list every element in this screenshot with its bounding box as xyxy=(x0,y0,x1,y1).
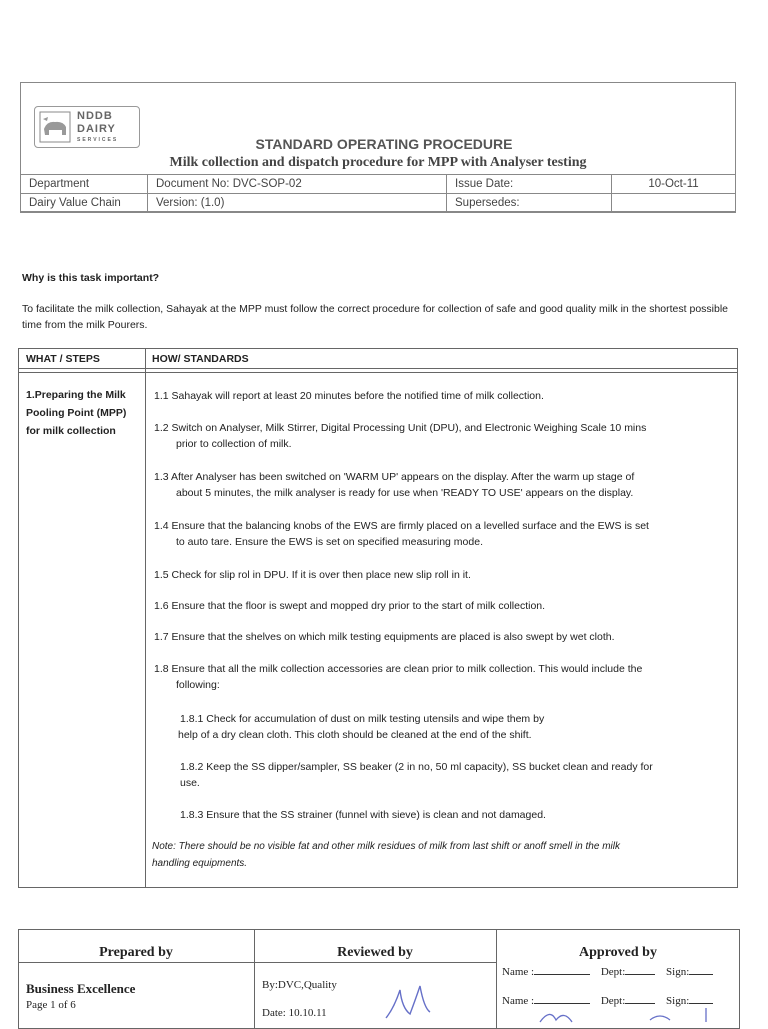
prepared-by-heading: Prepared by xyxy=(99,945,173,960)
document-no: Document No: DVC-SOP-02 xyxy=(148,175,447,194)
step-item-1-5 xyxy=(154,567,732,583)
approval-divider xyxy=(496,929,497,1029)
sub-item-1-8-2 xyxy=(180,759,732,791)
step-item-text: Sahayak will report at least 20 minutes before the notified time of milk collection. xyxy=(171,390,544,402)
supersedes-value xyxy=(612,194,736,213)
steps-note xyxy=(152,838,732,872)
step-item-num: 1.8 xyxy=(154,663,169,675)
sop-subtitle: Milk collection and dispatch procedure for MPP with Analyser testing xyxy=(169,155,587,170)
sub-item-text: 1.8.2 Keep the SS dipper/sampler, SS beaker (2 in no, 50 ml capacity), SS bucket clean and ready for xyxy=(180,761,653,773)
approved-by-heading: Approved by xyxy=(579,945,657,960)
step-item-text-cont: to auto tare. Ensure the EWS is set on specified measuring mode. xyxy=(176,536,483,548)
reviewer-signature-icon xyxy=(380,978,440,1024)
step-item-text-cont: about 5 minutes, the milk analyser is ready for use when 'READY TO USE' appears on the display. xyxy=(176,487,634,499)
approver-sign-label: Sign: xyxy=(666,995,690,1007)
approver-dept-label: Dept: xyxy=(600,966,626,978)
step-item-num: 1.5 xyxy=(154,569,169,581)
approver-name-line xyxy=(534,993,590,1004)
step-item-num: 1.3 xyxy=(154,471,169,483)
note-text-cont: handling equipments. xyxy=(152,858,248,869)
step-item-1-4 xyxy=(154,518,734,550)
sub-item-text-cont: help of a dry clean cloth. This cloth should be cleaned at the end of the shift. xyxy=(178,729,532,741)
approver-dept-label: Dept: xyxy=(600,995,626,1007)
approver-row-2 xyxy=(502,993,713,1007)
document-meta-table xyxy=(20,174,736,213)
sub-item-text: 1.8.3 Ensure that the SS strainer (funnel with sieve) is clean and not damaged. xyxy=(180,809,546,821)
reviewed-by-heading: Reviewed by xyxy=(337,945,413,960)
step-item-1-7 xyxy=(154,629,732,645)
approver-dept-line xyxy=(625,964,655,975)
column-header-what: WHAT / STEPS xyxy=(26,353,100,365)
why-heading: Why is this task important? xyxy=(22,272,160,284)
issue-date-label: Issue Date: xyxy=(447,175,612,194)
issue-date-value: 10-Oct-11 xyxy=(612,175,736,194)
approver-name-label: Name : xyxy=(502,966,535,978)
step-item-num: 1.2 xyxy=(154,422,169,434)
sop-title: STANDARD OPERATING PROCEDURE xyxy=(255,136,513,152)
approval-header-divider xyxy=(18,962,496,963)
prepared-by-value: Business Excellence xyxy=(26,981,136,996)
logo-text-services: SERVICES xyxy=(77,137,119,143)
approver-sign-label: Sign: xyxy=(666,966,690,978)
step-1-title: 1.Preparing the Milk Pooling Point (MPP) for milk collection xyxy=(26,389,127,437)
step-item-text: Ensure that the floor is swept and mopped dry prior to the start of milk collection. xyxy=(171,600,546,612)
column-header-how: HOW/ STANDARDS xyxy=(152,353,249,365)
supersedes-label: Supersedes: xyxy=(447,194,612,213)
approval-divider xyxy=(254,929,255,1029)
steps-header-divider xyxy=(18,368,738,369)
sub-item-1-8-3 xyxy=(180,807,732,823)
approver-row-1 xyxy=(502,964,713,978)
steps-header-divider-double xyxy=(18,372,738,373)
reviewed-by-value: By:DVC,Quality xyxy=(262,979,337,991)
step-item-text: Check for slip rol in DPU. If it is over then place new slip roll in it. xyxy=(171,569,471,581)
approver-sign-line xyxy=(689,964,713,975)
reviewed-date: Date: 10.10.11 xyxy=(262,1007,327,1019)
step-item-text: Ensure that the balancing knobs of the EWS are firmly placed on a levelled surface and the EWS is set xyxy=(171,520,649,532)
step-item-num: 1.6 xyxy=(154,600,169,612)
step-item-1-1 xyxy=(154,388,732,404)
note-text: Note: There should be no visible fat and other milk residues of milk from last shift or anoff smell in the milk xyxy=(152,841,620,852)
approver-name-line xyxy=(534,964,590,975)
approver-signature-icon xyxy=(520,1006,720,1024)
sub-item-1-8-1 xyxy=(180,711,730,743)
steps-column-divider xyxy=(145,348,146,888)
sub-item-text: 1.8.1 Check for accumulation of dust on milk testing utensils and wipe them by xyxy=(180,713,545,725)
approver-sign-line xyxy=(689,993,713,1004)
step-item-num: 1.4 xyxy=(154,520,169,532)
step-item-text-cont: following: xyxy=(176,679,220,691)
step-item-text: Switch on Analyser, Milk Stirrer, Digital Processing Unit (DPU), and Electronic Weighing Scale 10 mins xyxy=(171,422,647,434)
department-label: Department xyxy=(21,175,148,194)
logo-text-dairy: DAIRY xyxy=(77,123,116,135)
step-item-1-6 xyxy=(154,598,732,614)
approver-name-label: Name : xyxy=(502,995,535,1007)
step-item-text: Ensure that all the milk collection accessories are clean prior to milk collection. This would include the xyxy=(171,663,643,675)
why-text: To facilitate the milk collection, Sahayak at the MPP must follow the correct procedure for collection of safe and good quality milk in the shortest possible time from the milk Pourers. xyxy=(22,303,728,331)
step-item-num: 1.7 xyxy=(154,631,169,643)
step-item-1-3 xyxy=(154,469,734,501)
logo-text-nddb: NDDB xyxy=(77,110,113,122)
step-item-text: Ensure that the shelves on which milk testing equipments are placed is also swept by wet cloth. xyxy=(171,631,615,643)
step-item-1-8 xyxy=(154,661,734,693)
sub-item-text-cont: use. xyxy=(180,777,200,789)
page-number: Page 1 of 6 xyxy=(26,999,76,1011)
department-value: Dairy Value Chain xyxy=(21,194,148,213)
step-item-num: 1.1 xyxy=(154,390,169,402)
step-item-text: After Analyser has been switched on 'WARM UP' appears on the display. After the warm up stage of xyxy=(170,471,635,483)
approver-dept-line xyxy=(625,993,655,1004)
step-item-1-2 xyxy=(154,420,734,452)
step-item-text-cont: prior to collection of milk. xyxy=(176,438,292,450)
version: Version: (1.0) xyxy=(148,194,447,213)
